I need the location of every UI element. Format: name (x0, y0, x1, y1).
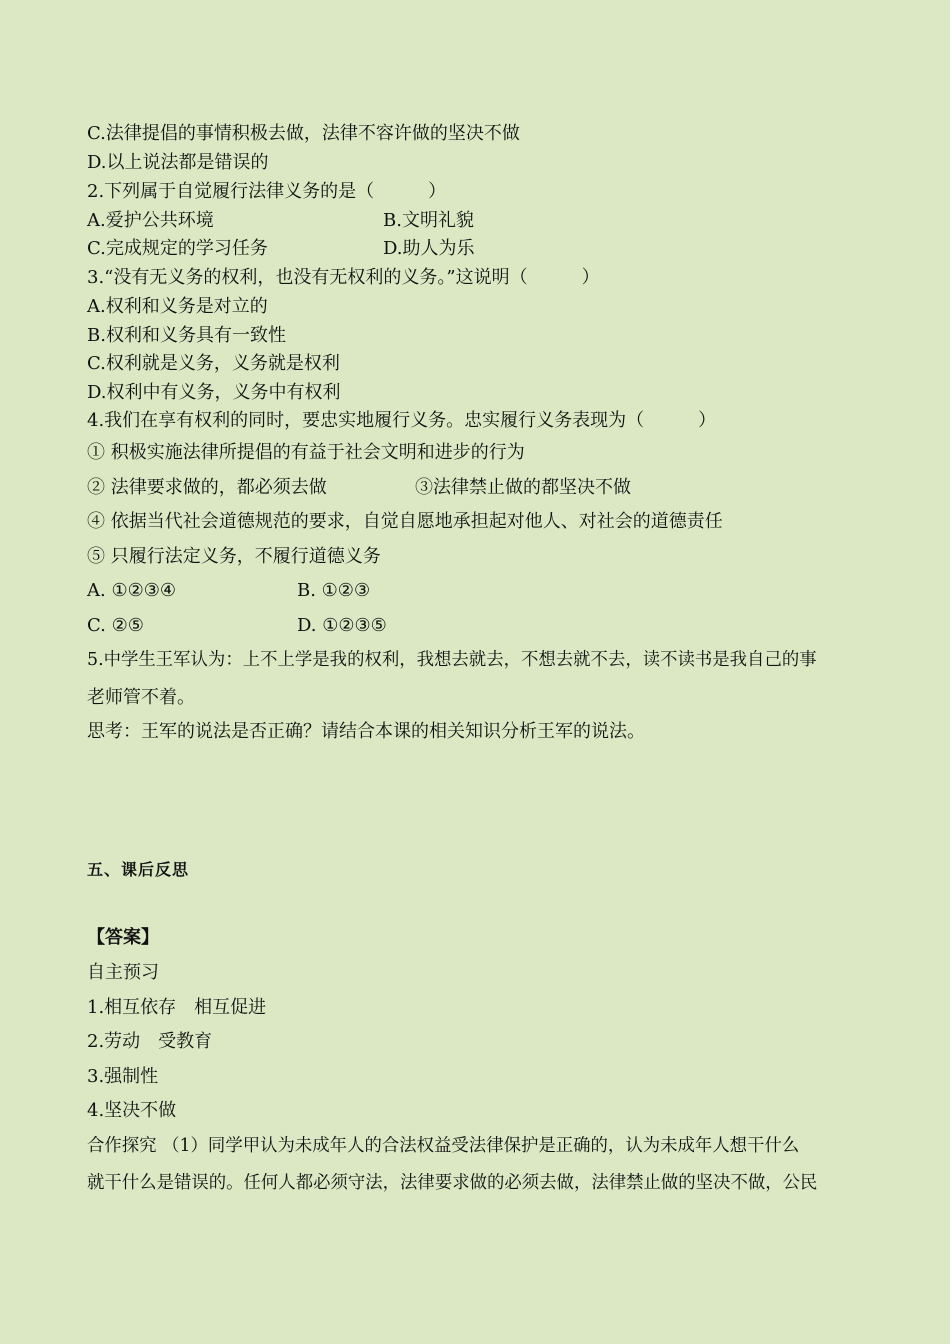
coop-explore-line-2: 就干什么是错误的。任何人都必须守法，法律要求做的必须去做，法律禁止做的坚决不做，公民 (87, 1173, 818, 1193)
q4-item-5: ⑤ 只履行法定义务，不履行道德义务 (87, 546, 381, 567)
answer-4: 4.坚决不做 (87, 1100, 177, 1121)
q2-option-c: C.完成规定的学习任务 (87, 238, 268, 259)
q3-option-a: A.权利和义务是对立的 (87, 296, 268, 317)
q4-item-1: ① 积极实施法律所提倡的有益于社会文明和进步的行为 (87, 442, 525, 463)
q4-item-4: ④ 依据当代社会道德规范的要求，自觉自愿地承担起对他人、对社会的道德责任 (87, 511, 723, 532)
q2-stem: 2.下列属于自觉履行法律义务的是（ ） (87, 181, 447, 202)
q1-option-d: D.以上说法都是错误的 (87, 152, 269, 173)
q3-stem: 3.“没有无义务的权利，也没有无权利的义务。”这说明（ ） (87, 267, 600, 288)
q4-option-b: B. ①②③ (297, 580, 371, 601)
answer-3: 3.强制性 (87, 1066, 159, 1087)
q4-item-3: ③法律禁止做的都坚决不做 (415, 477, 631, 498)
q3-option-b: B.权利和义务具有一致性 (87, 325, 286, 346)
q4-item-2: ② 法律要求做的，都必须去做 (87, 477, 327, 498)
answers-self-study: 自主预习 (87, 962, 159, 983)
q5-stem-line-2: 老师管不着。 (87, 687, 195, 708)
q2-option-a: A.爱护公共环境 (87, 210, 214, 231)
answers-title: 【答案】 (87, 927, 159, 948)
answer-2: 2.劳动 受教育 (87, 1031, 213, 1052)
q5-think: 思考：王军的说法是否正确？请结合本课的相关知识分析王军的说法。 (87, 721, 645, 742)
q5-stem-line-1: 5.中学生王军认为：上不上学是我的权利，我想去就去，不想去就不去，读不读书是我自己的事 (87, 650, 817, 670)
section-title-reflection: 五、课后反思 (87, 860, 190, 879)
q4-option-d: D. ①②③⑤ (297, 615, 387, 636)
q3-option-c: C.权利就是义务，义务就是权利 (87, 353, 340, 374)
q2-option-d: D.助人为乐 (383, 238, 475, 259)
q4-option-a: A. ①②③④ (87, 580, 176, 601)
q3-option-d: D.权利中有义务，义务中有权利 (87, 382, 341, 403)
q2-option-b: B.文明礼貌 (383, 210, 474, 231)
q4-stem: 4.我们在享有权利的同时，要忠实地履行义务。忠实履行义务表现为（ ） (87, 410, 717, 431)
q1-option-c: C.法律提倡的事情积极去做，法律不容许做的坚决不做 (87, 123, 520, 144)
answer-1: 1.相互依存 相互促进 (87, 997, 267, 1018)
q4-option-c: C. ②⑤ (87, 615, 144, 636)
coop-explore-line-1: 合作探究 （1）同学甲认为未成年人的合法权益受法律保护是正确的，认为未成年人想干什么 (87, 1136, 800, 1156)
